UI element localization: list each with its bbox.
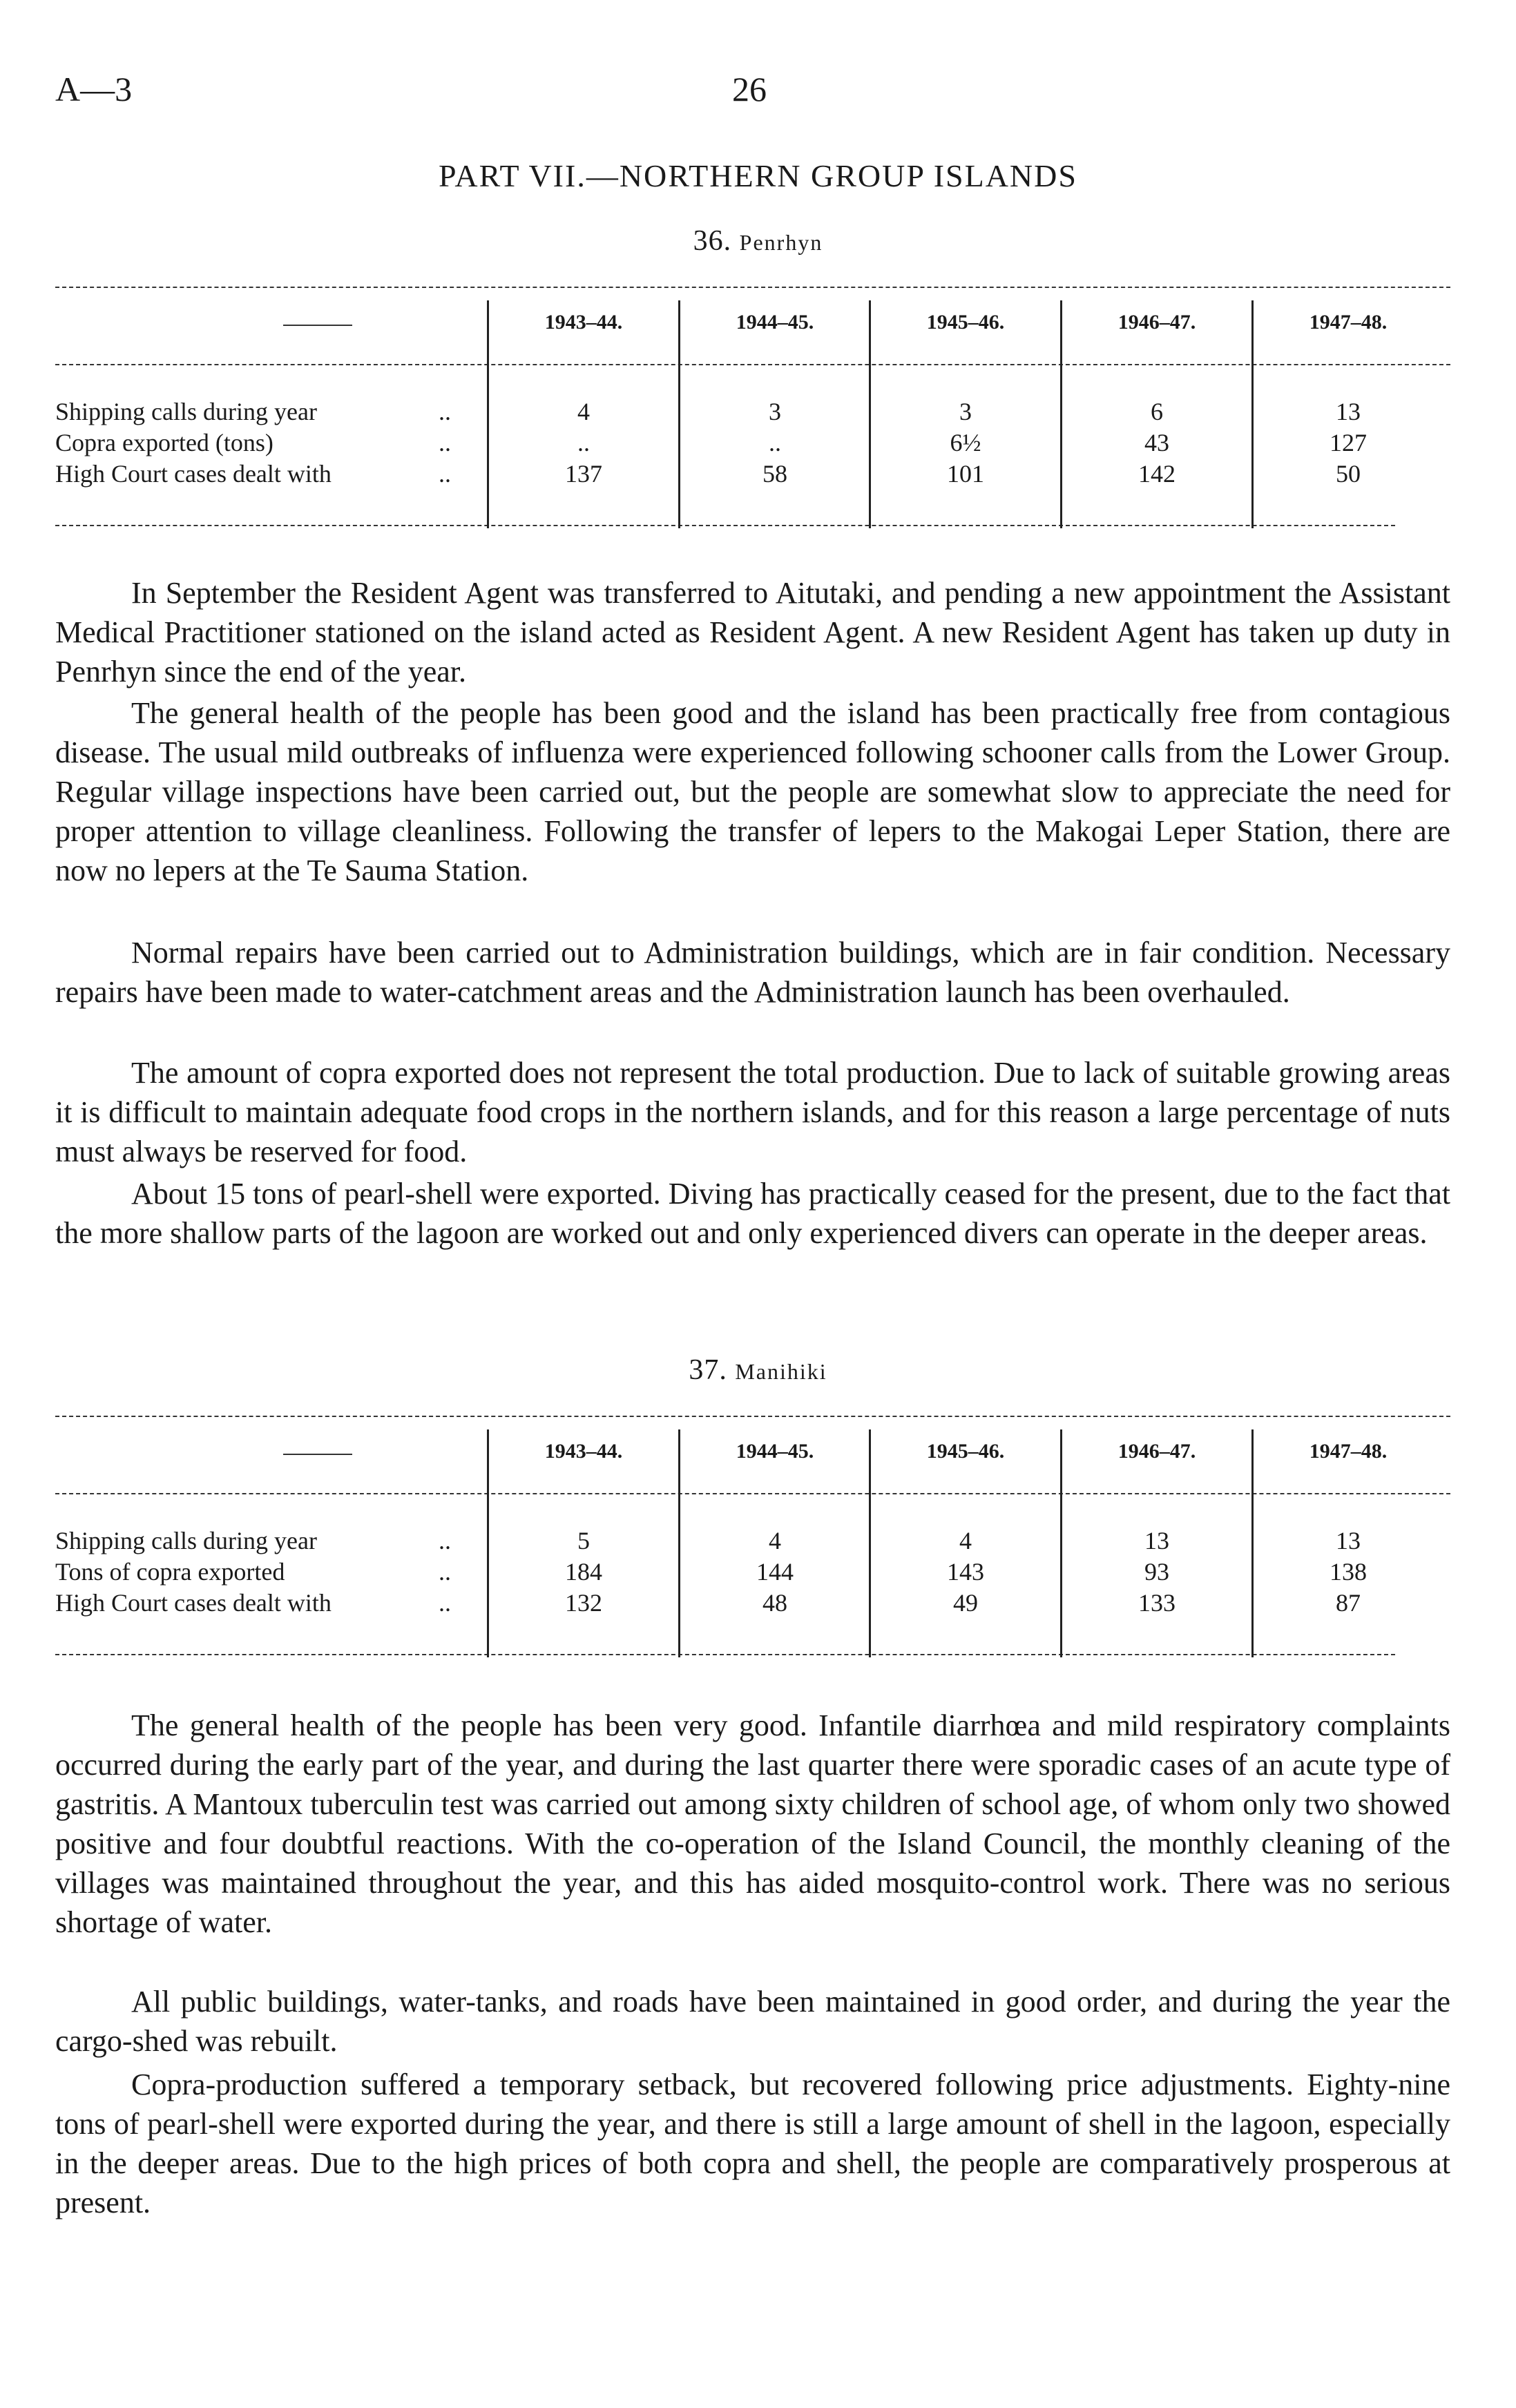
part-title: PART VII.—NORTHERN GROUP ISLANDS (439, 158, 1077, 193)
table-cell: 137 (565, 460, 602, 488)
column-header: 1943–44. (544, 311, 623, 334)
penrhyn-table (55, 287, 1450, 542)
table-rule-top (55, 287, 1450, 288)
table-cell: 6 (1151, 398, 1163, 425)
row-leader: .. (439, 429, 451, 456)
column-header: 1944–45. (736, 311, 814, 334)
table-cell: 144 (756, 1558, 794, 1586)
column-header: 1946–47. (1117, 311, 1196, 334)
paragraph: In September the Resident Agent was transferred to Aitutaki, and pending a new appointment the Assistant Medical Practitioner stationed on the island acted as Resident Agent. A new Resident Agent has taken up duty in Penrhyn since the end of the year. (55, 576, 1450, 688)
section-title-manihiki (0, 1354, 1516, 1387)
table-cell: 4 (577, 398, 590, 425)
column-header: 1945–46. (926, 311, 1005, 334)
table-cell: 133 (1138, 1589, 1176, 1617)
section-number: 36. (693, 225, 732, 257)
table-cell: 43 (1144, 429, 1169, 456)
table-rule-bottom (55, 525, 1395, 526)
row-label: High Court cases dealt with (55, 1589, 332, 1617)
paragraph: The general health of the people has been very good. Infantile diarrhœa and mild respiratory complaints occurred during the early part of the year, and during the last quarter there were sporadic cases of an acute type of gastritis. A Mantoux tuberculin test was carried out among sixty children of school age, of whom only two showed positive and four doubtful reactions. With the co-operation of the Island Council, the monthly cleaning of the villages was maintained throughout the year, and this has aided mosquito-control work. There was no serious shortage of water. (55, 1708, 1450, 1939)
manihiki-table (55, 1416, 1450, 1671)
table-cell: 3 (959, 398, 972, 425)
page-number: 26 (732, 70, 767, 108)
table-cell: 58 (762, 460, 787, 488)
table-cell: 87 (1336, 1589, 1361, 1617)
section-name: Penrhyn (739, 230, 823, 255)
column-header: 1945–46. (926, 1440, 1005, 1463)
table-cell: .. (577, 429, 590, 456)
section-title-penrhyn (0, 224, 1516, 258)
paragraph: Normal repairs have been carried out to Administration buildings, which are in fair condition. Necessary repairs have been made to water-catchment areas and the Administration launch has been overhauled. (55, 936, 1450, 1009)
table-cell: 138 (1330, 1558, 1367, 1586)
section-number: 37. (689, 1354, 727, 1386)
paragraph: About 15 tons of pearl-shell were exported. Diving has practically ceased for the present, due to the fact that the more shallow parts of the lagoon are worked out and only experienced divers can operate in the deeper areas. (55, 1177, 1450, 1250)
table-rule-mid (55, 1493, 1450, 1494)
row-leader: .. (439, 1558, 451, 1586)
table-rule-bottom (55, 1654, 1395, 1655)
column-header: 1944–45. (736, 1440, 814, 1463)
table-cell: .. (769, 429, 781, 456)
paragraph: All public buildings, water-tanks, and roads have been maintained in good order, and during the year the cargo-shed was rebuilt. (55, 1985, 1450, 2058)
table-cell: 5 (577, 1527, 590, 1554)
table-cell: 13 (1144, 1527, 1169, 1554)
row-leader: .. (439, 1527, 451, 1554)
paragraph: Copra-production suffered a temporary setback, but recovered following price adjustments. Eighty-nine tons of pearl-shell were exported during the year, and there is still a large amount of shell in the lagoon, especially in the deeper areas. Due to the high prices of both copra and shell, the people are comparatively prosperous at present. (55, 2068, 1450, 2219)
table-rule-top (55, 1416, 1450, 1417)
table-corner-dash (283, 1454, 352, 1455)
table-cell: 101 (947, 460, 984, 488)
row-label: High Court cases dealt with (55, 460, 332, 488)
column-header: 1946–47. (1117, 1440, 1196, 1463)
row-label: Shipping calls during year (55, 398, 317, 425)
table-cell: 142 (1138, 460, 1176, 488)
table-cell: 127 (1330, 429, 1367, 456)
paragraph: The general health of the people has been good and the island has been practically free from contagious disease. The usual mild outbreaks of influenza were experienced following schooner calls from the Lower Group. Regular village inspections have been carried out, but the people are somewhat slow to appreciate the need for proper attention to village cleanliness. Following the transfer of lepers to the Makogai Leper Station, there are now no lepers at the Te Sauma Station. (55, 696, 1450, 887)
row-leader: .. (439, 460, 451, 488)
row-leader: .. (439, 398, 451, 425)
table-cell: 3 (769, 398, 781, 425)
table-cell: 50 (1336, 460, 1361, 488)
row-label: Copra exported (tons) (55, 429, 274, 456)
table-cell: 93 (1144, 1558, 1169, 1586)
table-cell: 6½ (950, 429, 981, 456)
table-cell: 13 (1336, 1527, 1361, 1554)
row-label: Shipping calls during year (55, 1527, 317, 1554)
row-leader: .. (439, 1589, 451, 1617)
column-header: 1943–44. (544, 1440, 623, 1463)
table-cell: 143 (947, 1558, 984, 1586)
header-left: A—3 (55, 70, 133, 108)
table-cell: 48 (762, 1589, 787, 1617)
column-header: 1947–48. (1309, 311, 1388, 334)
section-name: Manihiki (735, 1359, 827, 1384)
paragraph: The amount of copra exported does not represent the total production. Due to lack of suitable growing areas it is difficult to maintain adequate food crops in the northern islands, and for this reason a large percentage of nuts must always be reserved for food. (55, 1056, 1450, 1168)
row-label: Tons of copra exported (55, 1558, 285, 1586)
table-cell: 184 (565, 1558, 602, 1586)
table-cell: 13 (1336, 398, 1361, 425)
table-cell: 132 (565, 1589, 602, 1617)
table-cell: 4 (769, 1527, 781, 1554)
table-rule-mid (55, 364, 1450, 365)
column-header: 1947–48. (1309, 1440, 1388, 1463)
table-cell: 4 (959, 1527, 972, 1554)
table-cell: 49 (953, 1589, 978, 1617)
table-corner-dash (283, 325, 352, 326)
